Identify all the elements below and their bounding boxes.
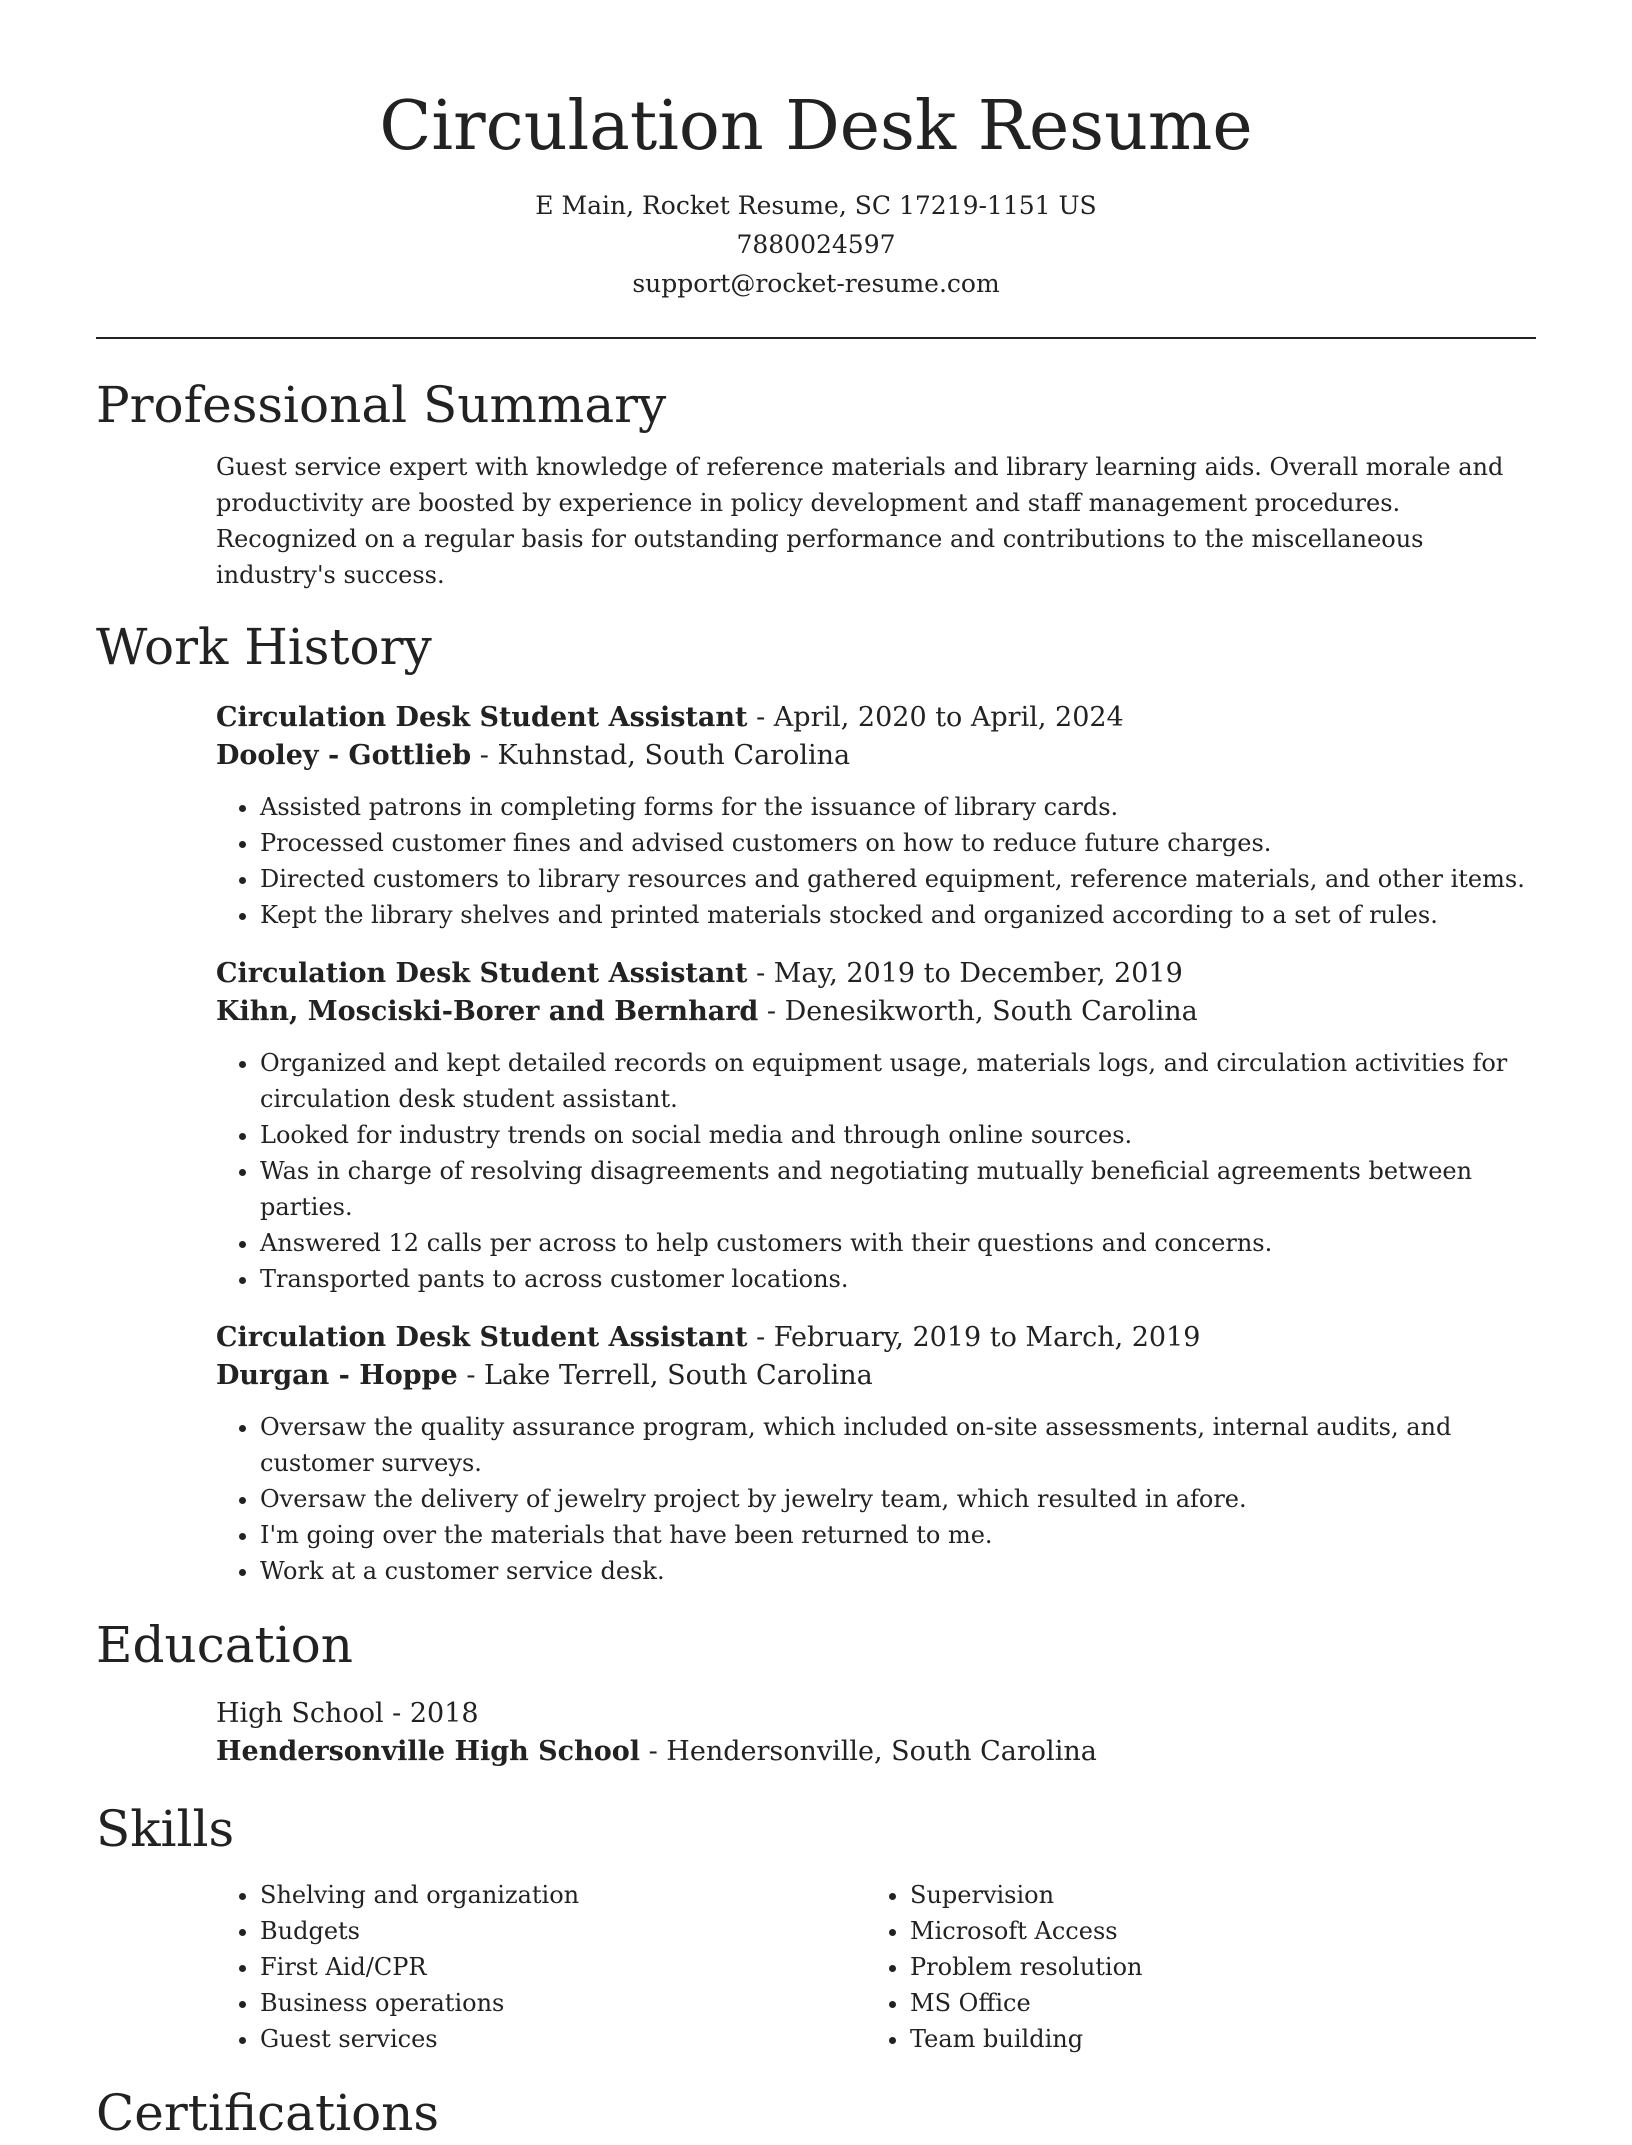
job-entry: [216, 699, 1536, 933]
education-location: - Hendersonville, South Carolina: [640, 1736, 1097, 1767]
skills-heading: Skills: [96, 1800, 235, 1858]
list-item: • Supervision: [910, 1877, 1516, 1913]
job-entry: [216, 955, 1536, 1297]
list-item: • Kept the library shelves and printed materials stocked and organized according to a set of rules.: [260, 897, 1536, 933]
list-item: • Problem resolution: [910, 1949, 1516, 1985]
job-dates: - May, 2019 to December, 2019: [747, 958, 1183, 989]
job-company-line: [216, 737, 1536, 775]
list-item: • Assisted patrons in completing forms for the issuance of library cards.: [260, 789, 1536, 825]
list-item: • Microsoft Access: [910, 1913, 1516, 1949]
resume-title: Circulation Desk Resume: [379, 87, 1253, 166]
job-location: - Denesikworth, South Carolina: [758, 996, 1198, 1027]
education-entry: [216, 1695, 1536, 1771]
summary-text: Guest service expert with knowledge of reference materials and library learning aids. Overall morale and productivity are boosted by experience in policy development and staff management procedures. Recognized on a regular basis for outstanding performance and contributions to the miscellaneous industry's success.: [216, 453, 1504, 589]
contact-phone: 7880024597: [736, 230, 896, 259]
skills-column-right: [866, 1877, 1516, 2057]
header-divider: [96, 337, 1536, 339]
job-dates: - April, 2020 to April, 2024: [747, 702, 1124, 733]
education-school: Hendersonville High School: [216, 1736, 640, 1767]
list-item: • Oversaw the delivery of jewelry project by jewelry team, which resulted in afore.: [260, 1481, 1536, 1517]
contact-address: E Main, Rocket Resume, SC 17219-1151 US: [535, 191, 1097, 220]
job-bullets: [216, 789, 1536, 933]
job-bullets: [216, 1409, 1536, 1589]
job-title-line: [216, 955, 1536, 993]
list-item: • Budgets: [260, 1913, 866, 1949]
list-item: • Shelving and organization: [260, 1877, 866, 1913]
list-item: • Business operations: [260, 1985, 866, 2021]
job-company-line: [216, 1357, 1536, 1395]
job-entry: [216, 1319, 1536, 1589]
job-location: - Lake Terrell, South Carolina: [457, 1360, 873, 1391]
job-company: Durgan - Hoppe: [216, 1360, 458, 1391]
education-degree: High School: [216, 1698, 384, 1729]
list-item: • Oversaw the quality assurance program, which included on-site assessments, internal audits, and customer surveys.: [260, 1409, 1536, 1481]
job-company: Dooley - Gottlieb: [216, 740, 472, 771]
skills-column-left: [216, 1877, 866, 2057]
job-location: - Kuhnstad, South Carolina: [471, 740, 851, 771]
list-item: • Directed customers to library resources and gathered equipment, reference materials, and other items.: [260, 861, 1536, 897]
education-section: [96, 1613, 1536, 1771]
list-item: • First Aid/CPR: [260, 1949, 866, 1985]
education-heading: Education: [96, 1616, 353, 1674]
job-title-line: [216, 1319, 1536, 1357]
list-item: • Was in charge of resolving disagreements and negotiating mutually beneficial agreements between parties.: [260, 1153, 1536, 1225]
job-title-line: [216, 699, 1536, 737]
job-company: Kihn, Mosciski-Borer and Bernhard: [216, 996, 759, 1027]
education-degree-line: [216, 1695, 1536, 1733]
list-item: • Work at a customer service desk.: [260, 1553, 1536, 1589]
skills-grid: [216, 1877, 1536, 2057]
work-history-heading: Work History: [96, 618, 432, 676]
list-item: • Answered 12 calls per across to help customers with their questions and concerns.: [260, 1225, 1536, 1261]
list-item: • Organized and kept detailed records on equipment usage, materials logs, and circulation activities for circulation desk student assistant.: [260, 1045, 1536, 1117]
list-item: • Team building: [910, 2021, 1516, 2057]
summary-section: [96, 373, 1536, 593]
job-role: Circulation Desk Student Assistant: [216, 702, 748, 733]
contact-block: [0, 186, 1632, 303]
work-history-section: [96, 615, 1536, 1589]
job-dates: - February, 2019 to March, 2019: [747, 1322, 1201, 1353]
list-item: • Looked for industry trends on social media and through online sources.: [260, 1117, 1536, 1153]
job-bullets: [216, 1045, 1536, 1297]
education-school-line: [216, 1733, 1536, 1771]
list-item: • I'm going over the materials that have been returned to me.: [260, 1517, 1536, 1553]
list-item: • Transported pants to across customer locations.: [260, 1261, 1536, 1297]
certifications-heading: Certifications: [96, 2084, 440, 2142]
education-year: - 2018: [383, 1698, 479, 1729]
job-company-line: [216, 993, 1536, 1031]
certifications-section: [96, 2081, 1536, 2145]
job-role: Circulation Desk Student Assistant: [216, 1322, 748, 1353]
skills-section: [96, 1797, 1536, 2057]
list-item: • MS Office: [910, 1985, 1516, 2021]
contact-email: support@rocket-resume.com: [632, 269, 1000, 298]
resume-header: [0, 0, 1632, 303]
list-item: • Processed customer fines and advised customers on how to reduce future charges.: [260, 825, 1536, 861]
summary-heading: Professional Summary: [96, 376, 667, 434]
list-item: • Guest services: [260, 2021, 866, 2057]
job-role: Circulation Desk Student Assistant: [216, 958, 748, 989]
